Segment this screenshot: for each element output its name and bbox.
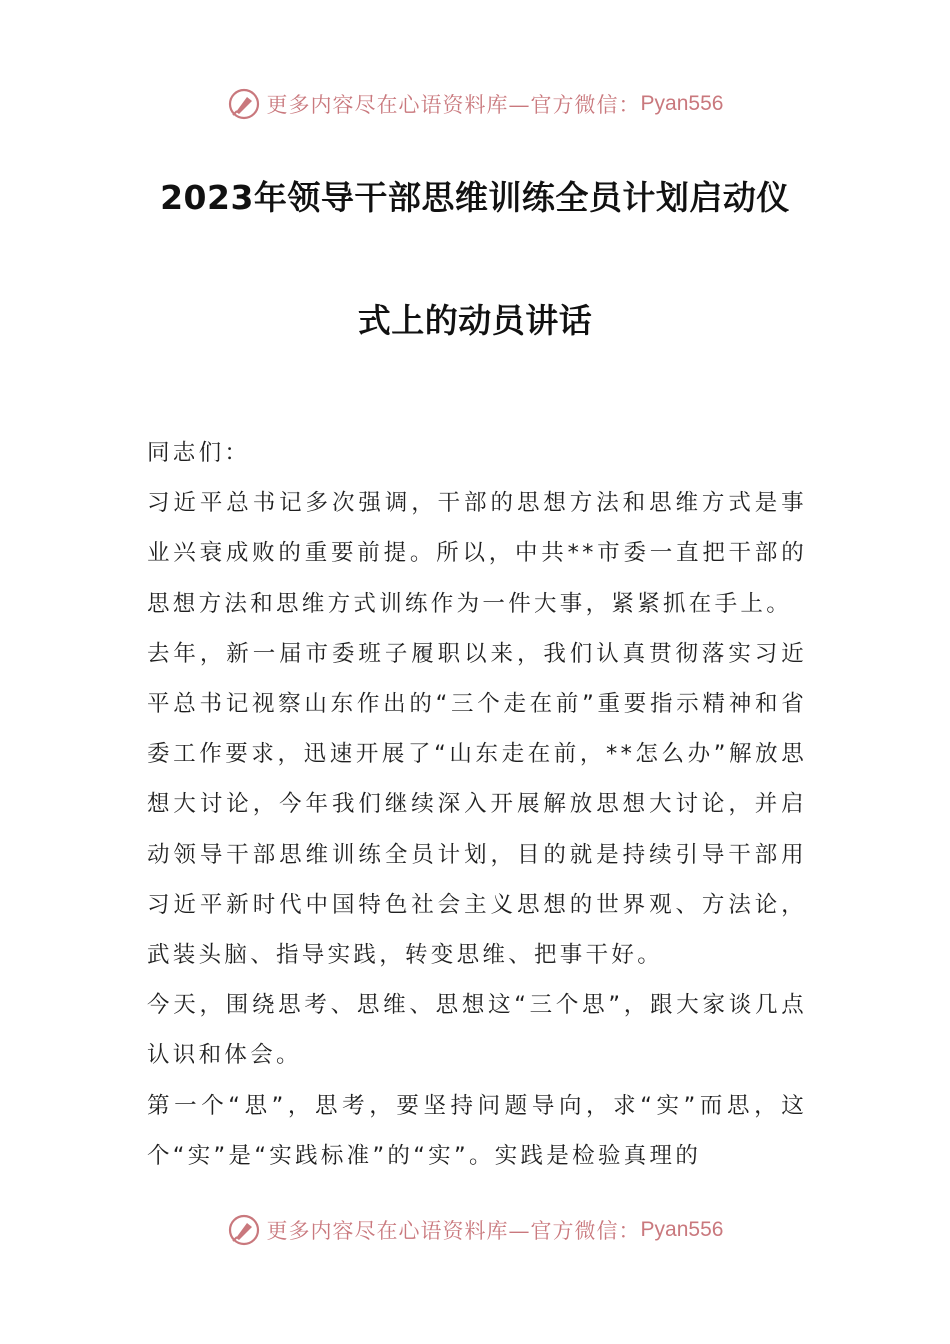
pen-nib-circle-icon: [227, 87, 261, 121]
pen-nib-circle-icon: [227, 1213, 261, 1247]
wechat-id: Pyan556: [640, 1218, 724, 1241]
header-watermark-banner: [0, 84, 950, 124]
document-title-line-2: 式上的动员讲话: [357, 301, 593, 340]
paragraph: 习近平总书记多次强调，干部的思想方法和思维方式是事业兴衰成败的重要前提。所以，中共**市委一直把干部的思想方法和思维方式训练作为一件大事，紧紧抓在手上。: [147, 490, 807, 617]
watermark-text: 更多内容尽在心语资料库—官方微信：: [266, 1219, 641, 1243]
paragraph: 去年，新一届市委班子履职以来，我们认真贯彻落实习近平总书记视察山东作出的“三个走在前”重要指示精神和省委工作要求，迅速开展了“山东走在前，**怎么办”解放思想大讨论，今年我们继续深入开展解放思想大讨论，并启动领导干部思维训练全员计划，目的就是持续引导干部用习近平新时代中国特色社会主义思想的世界观、方法论，武装头脑、指导实践，转变思维、把事干好。: [147, 640, 807, 969]
document-title-line-1: 2023年领导干部思维训练全员计划启动仪: [160, 178, 790, 217]
watermark-text: 更多内容尽在心语资料库—官方微信：: [266, 93, 641, 117]
paragraph-salutation: 同志们：: [147, 440, 251, 466]
paragraph: 第一个“思”，思考，要坚持问题导向，求“实”而思，这个“实”是“实践标准”的“实”。实践是检验真理的: [147, 1092, 807, 1169]
footer-watermark-banner: [0, 1210, 950, 1250]
wechat-id: Pyan556: [640, 92, 724, 115]
document-body: [147, 428, 807, 1181]
paragraph: 今天，围绕思考、思维、思想这“三个思”，跟大家谈几点认识和体会。: [147, 992, 807, 1069]
